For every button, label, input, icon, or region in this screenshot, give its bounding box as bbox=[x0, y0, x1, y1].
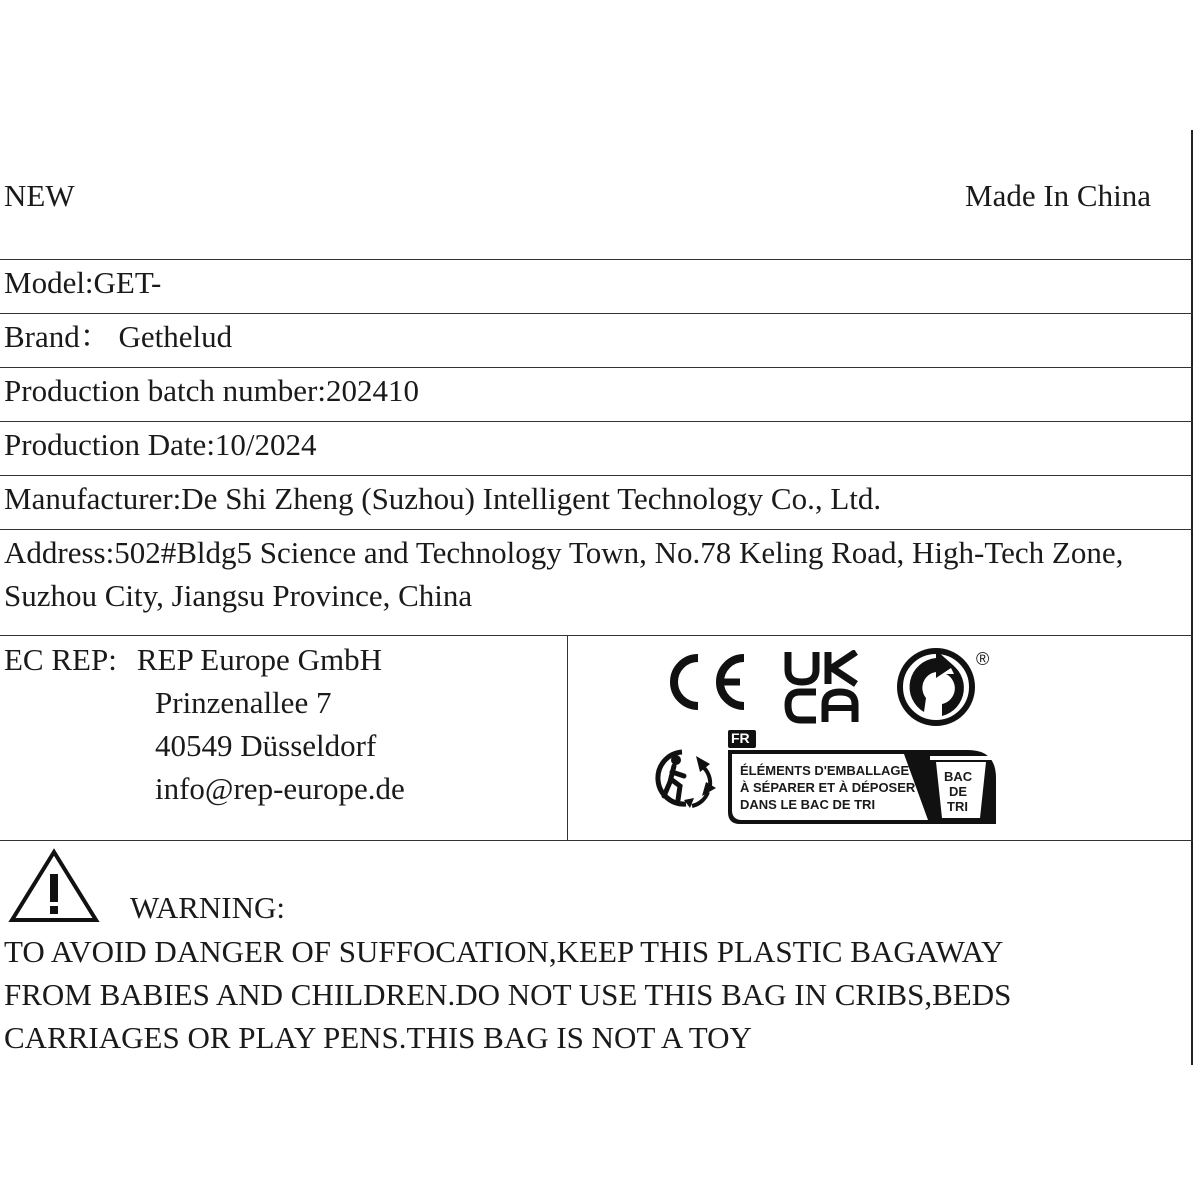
brand-text: Brand： Gethelud bbox=[4, 319, 233, 354]
bin-line-2: DE bbox=[949, 784, 968, 799]
registered-mark: ® bbox=[976, 649, 990, 669]
triman-icon bbox=[652, 746, 720, 810]
ukca-mark-icon bbox=[784, 650, 860, 724]
green-dot-icon bbox=[896, 648, 978, 726]
address-text: Address:502#Bldg5 Science and Technology Town, No.78 Keling Road, High-Tech Zone, Suzhou City, Jiangsu Province, China bbox=[4, 535, 1124, 613]
warning-text bbox=[4, 930, 1189, 1059]
divider bbox=[0, 635, 1193, 636]
ec-rep-company: REP Europe GmbH bbox=[136, 642, 382, 677]
date-text: Production Date:10/2024 bbox=[4, 427, 317, 462]
divider bbox=[0, 529, 1193, 530]
divider bbox=[0, 367, 1193, 368]
ec-rep-city: 40549 Düsseldorf bbox=[155, 728, 377, 763]
warning-line-2: FROM BABIES AND CHILDREN.DO NOT USE THIS BAG IN CRIBS,BEDS bbox=[4, 977, 1012, 1012]
new-label: NEW bbox=[4, 178, 75, 213]
bin-line-1: BAC bbox=[944, 769, 973, 784]
column-divider bbox=[567, 635, 568, 840]
origin-label: Made In China bbox=[965, 178, 1151, 213]
triman-line-3: DANS LE BAC DE TRI bbox=[740, 797, 876, 812]
ec-rep-label: EC REP: bbox=[4, 642, 117, 677]
divider bbox=[0, 259, 1193, 260]
model-text: Model:GET- bbox=[4, 265, 162, 300]
divider bbox=[0, 421, 1193, 422]
divider bbox=[0, 475, 1193, 476]
warning-line-3: CARRIAGES OR PLAY PENS.THIS BAG IS NOT A TOY bbox=[4, 1020, 752, 1055]
bin-line-3: TRI bbox=[947, 799, 968, 814]
warning-triangle-icon bbox=[8, 848, 100, 924]
ec-rep-email: info@rep-europe.de bbox=[155, 771, 405, 806]
triman-country: FR bbox=[731, 730, 750, 746]
divider bbox=[0, 840, 1193, 841]
batch-text: Production batch number:202410 bbox=[4, 373, 419, 408]
ce-mark-icon bbox=[662, 652, 750, 712]
divider bbox=[0, 313, 1193, 314]
ec-rep-street: Prinzenallee 7 bbox=[155, 685, 332, 720]
manufacturer-text: Manufacturer:De Shi Zheng (Suzhou) Intelligent Technology Co., Ltd. bbox=[4, 481, 882, 516]
warning-line-1: TO AVOID DANGER OF SUFFOCATION,KEEP THIS PLASTIC BAGAWAY bbox=[4, 934, 1004, 969]
triman-line-1: ÉLÉMENTS D'EMBALLAGE bbox=[740, 763, 910, 778]
product-label bbox=[0, 130, 1193, 1065]
warning-title: WARNING: bbox=[130, 890, 285, 925]
ec-rep-block bbox=[4, 638, 564, 810]
ec-rep-header bbox=[4, 638, 564, 681]
triman-line-2: À SÉPARER ET À DÉPOSER bbox=[740, 780, 916, 795]
